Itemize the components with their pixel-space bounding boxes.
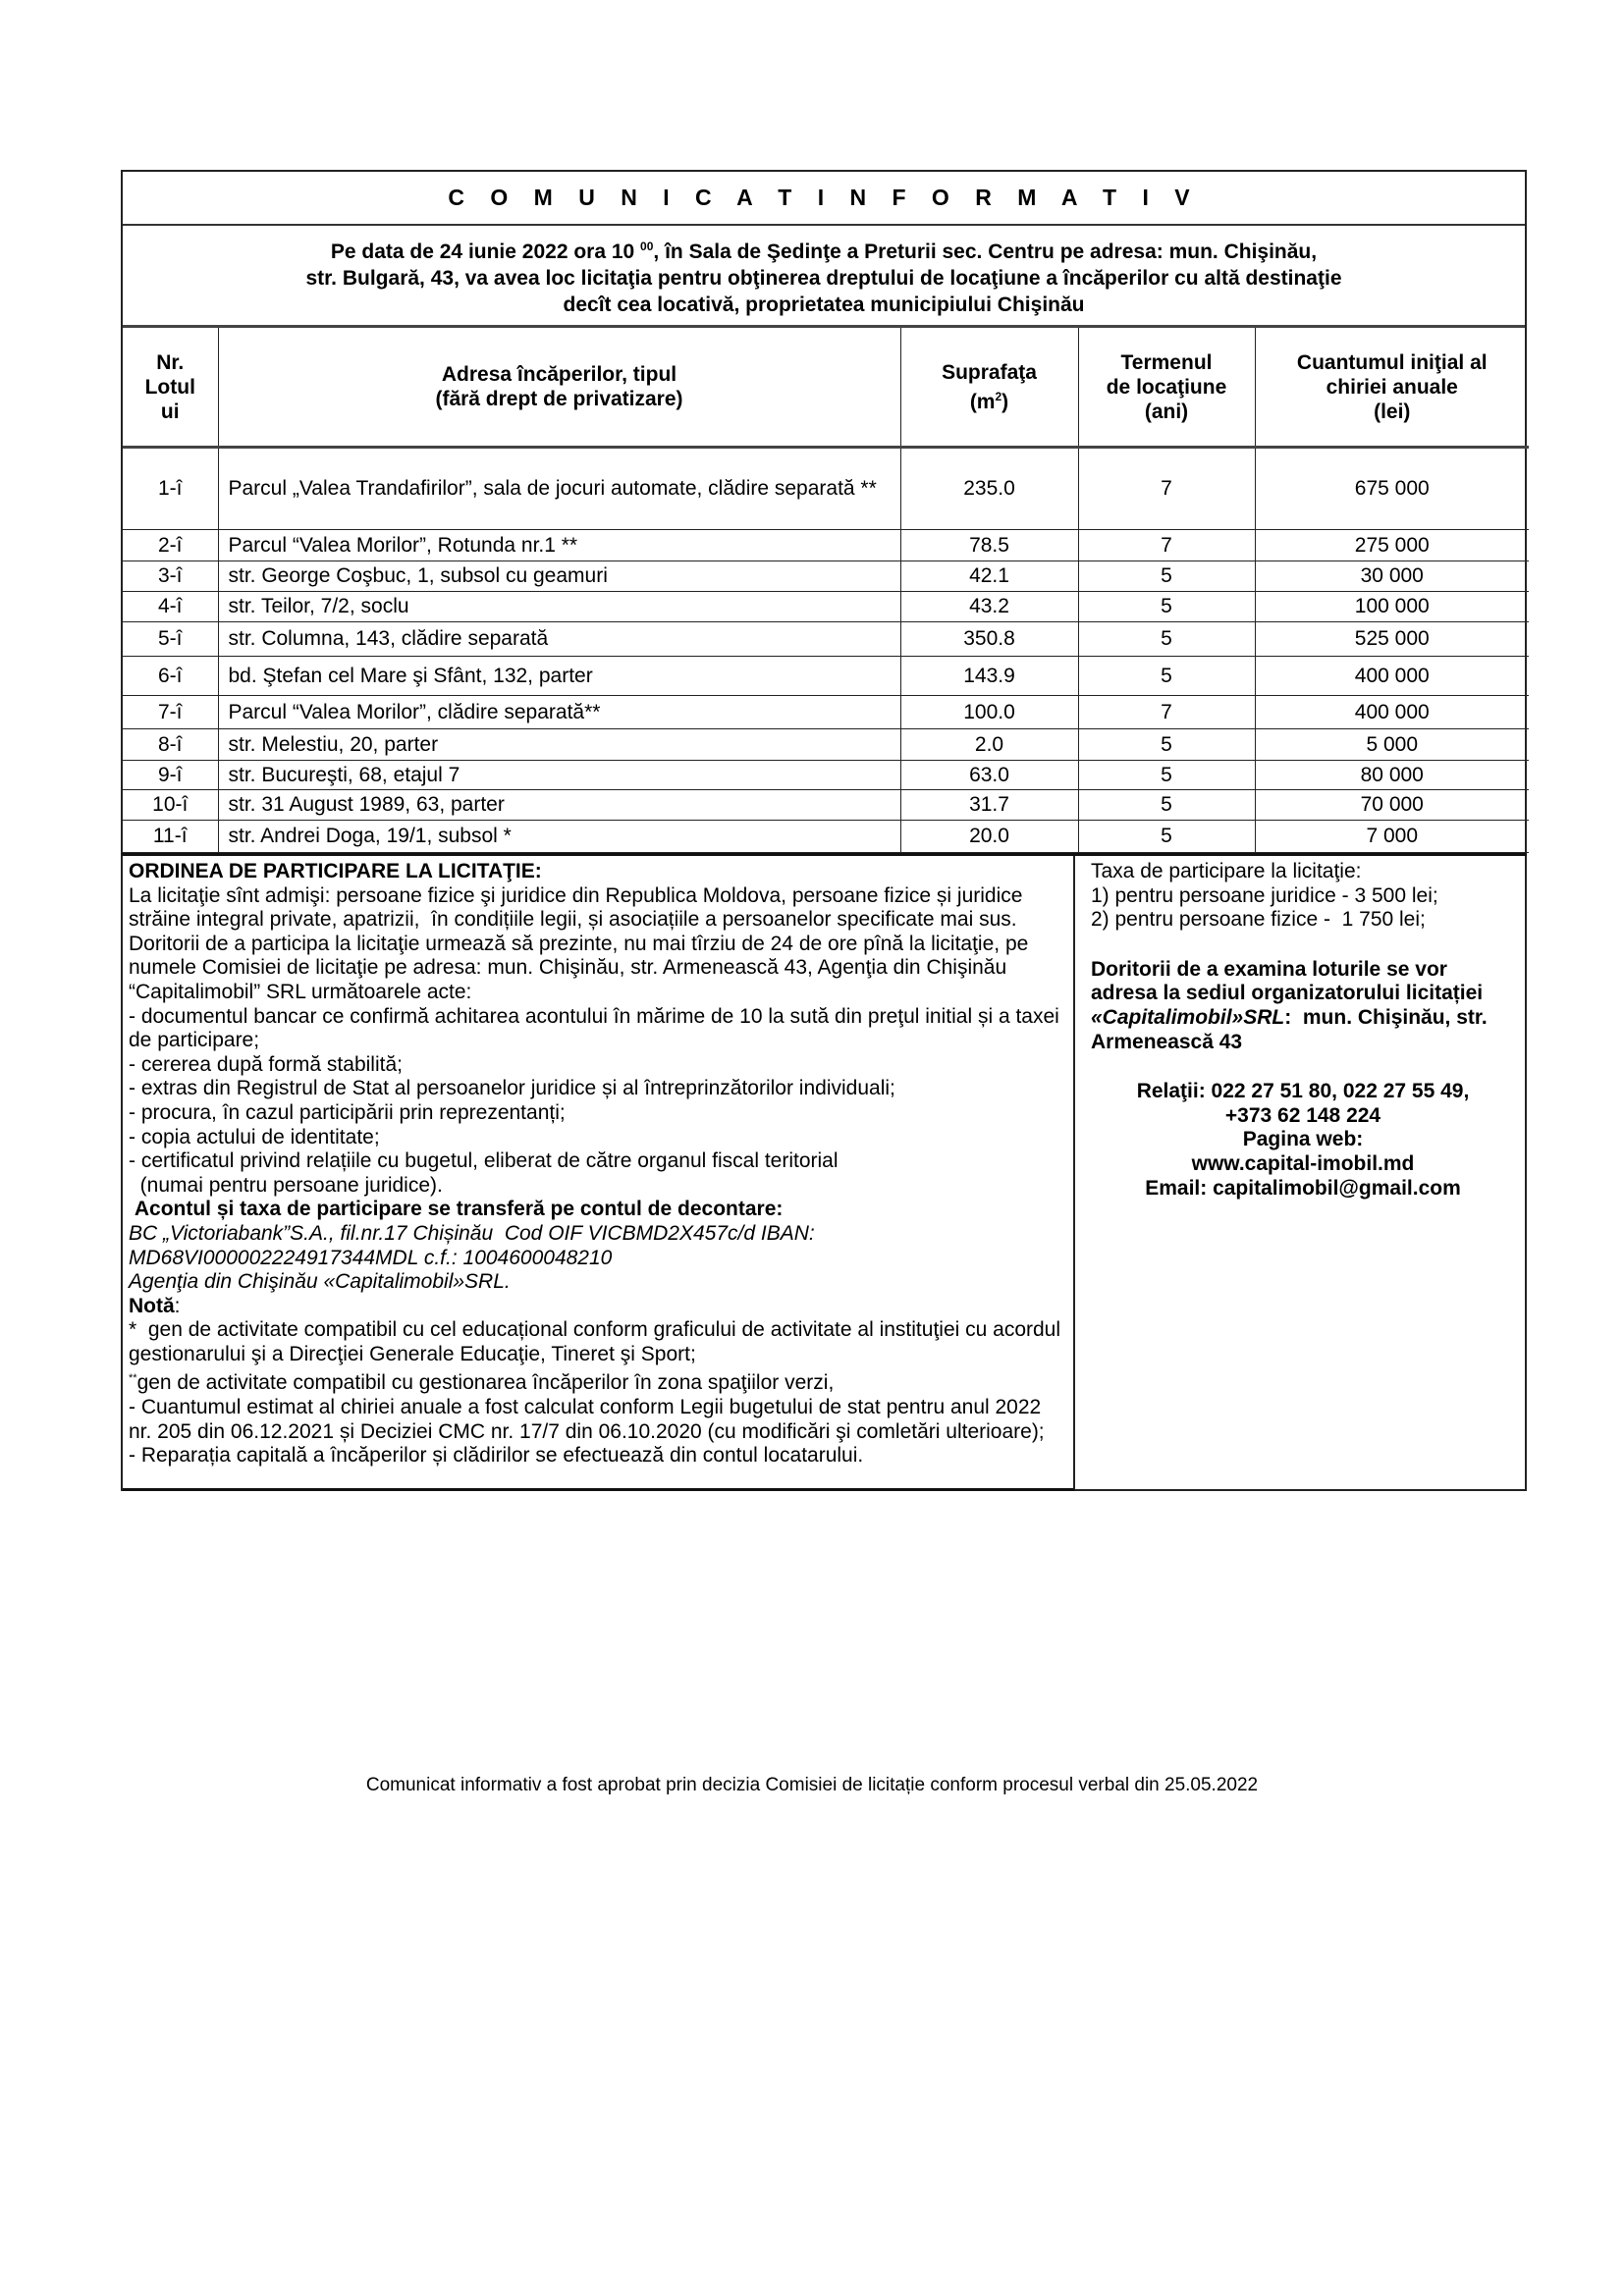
lot-area: 350.8 bbox=[900, 622, 1078, 657]
web-label: Pagina web: bbox=[1242, 1128, 1364, 1151]
lot-area: 20.0 bbox=[900, 821, 1078, 853]
bank-details-line3: Agenţia din Chişinău «Capitalimobil»SRL. bbox=[129, 1270, 511, 1294]
table-header-row bbox=[123, 328, 1529, 448]
desc-line3: decît cea locativă, proprietatea municipiului Chişinău bbox=[563, 293, 1085, 316]
lot-area: 143.9 bbox=[900, 657, 1078, 696]
lot-term: 7 bbox=[1078, 448, 1255, 530]
lot-address: Parcul „Valea Trandafirilor”, sala de jocuri automate, clădire separată ** bbox=[218, 448, 900, 530]
lot-address: str. Columna, 143, clădire separată bbox=[218, 622, 900, 657]
lot-rent: 400 000 bbox=[1255, 696, 1529, 729]
document-title: C O M U N I C A T I N F O R M A T I V bbox=[448, 185, 1200, 210]
fees-and-contacts bbox=[1075, 856, 1527, 1491]
table-row bbox=[123, 622, 1529, 657]
table-row bbox=[123, 657, 1529, 696]
lot-term: 7 bbox=[1078, 696, 1255, 729]
contact-phones: Relaţii: 022 27 51 80, 022 27 55 49, bbox=[1136, 1080, 1470, 1103]
lot-area: 2.0 bbox=[900, 729, 1078, 761]
lot-area: 43.2 bbox=[900, 592, 1078, 622]
col-header-address: Adresa încăperilor, tipul (fără drept de privatizare) bbox=[218, 328, 900, 448]
document-item: - procura, în cazul participării prin reprezentanți; bbox=[129, 1100, 566, 1124]
lot-address: str. Andrei Doga, 19/1, subsol * bbox=[218, 821, 900, 853]
bank-details-line2: MD68VI000002224917344MDL c.f.: 1004600048210 bbox=[129, 1246, 613, 1269]
lot-area: 100.0 bbox=[900, 696, 1078, 729]
lots-table bbox=[123, 328, 1529, 853]
document-item: - cererea după formă stabilită; bbox=[129, 1052, 403, 1076]
note-item: - Cuantumul estimat al chiriei anuale a fost calculat conform Legii bugetului de stat pentru anul 2022 nr. 205 din 06.12.2021 și Deciziei CMC nr. 17/7 din 06.10.2020 (cu modificări şi comletări ulterioare); bbox=[129, 1396, 1048, 1443]
approval-footer: Comunicat informativ a fost aprobat prin decizia Comisiei de licitație conform procesul verbal din 25.05.2022 bbox=[365, 1775, 1259, 1795]
documents-intro: Doritorii de a participa la licitaţie urmează să prezinte, nu mai tîrziu de 24 de ore pînă la licitaţie, pe numele Comisiei de licitaţie pe adresa: mun. Chişinău, str. Armenească 43, Agenţia din Chişinău “Capitalimobil” SRL următoarele acte: bbox=[129, 932, 1035, 1003]
lot-term: 5 bbox=[1078, 729, 1255, 761]
lot-rent: 80 000 bbox=[1255, 761, 1529, 790]
transfer-heading: Acontul și taxa de participare se transferă pe contul de decontare: bbox=[129, 1198, 784, 1221]
lot-number: 7-î bbox=[123, 696, 218, 729]
lot-area: 78.5 bbox=[900, 530, 1078, 561]
note-heading: Notă: bbox=[129, 1294, 181, 1317]
fees-heading: Taxa de participare la licitaţie: bbox=[1091, 860, 1362, 882]
lot-number: 5-î bbox=[123, 622, 218, 657]
email-link[interactable]: Email: capitalimobil@gmail.com bbox=[1145, 1176, 1461, 1200]
lot-term: 5 bbox=[1078, 622, 1255, 657]
lot-address: str. George Coşbuc, 1, subsol cu geamuri bbox=[218, 561, 900, 592]
fee-individuals: 2) pentru persoane fizice - 1 750 lei; bbox=[1091, 908, 1426, 932]
table-row bbox=[123, 592, 1529, 622]
table-row bbox=[123, 790, 1529, 821]
note-item: - Reparația capitală a încăperilor și clădirilor se efectuează din contul locatarului. bbox=[129, 1444, 864, 1468]
lot-rent: 7 000 bbox=[1255, 821, 1529, 853]
lot-number: 3-î bbox=[123, 561, 218, 592]
desc-line1: Pe data de 24 iunie 2022 ora 10 $^{00}$, în Sala de Şedinţe a Preturii sec. Centru pe adresa: mun. Chişinău, bbox=[330, 239, 1318, 263]
document-item: - extras din Registrul de Stat al persoanelor juridice și al întreprinzătorilor individuali; bbox=[129, 1077, 895, 1100]
lot-number: 10-î bbox=[123, 790, 218, 821]
lot-number: 4-î bbox=[123, 592, 218, 622]
lot-rent: 30 000 bbox=[1255, 561, 1529, 592]
lot-address: str. Teilor, 7/2, soclu bbox=[218, 592, 900, 622]
bank-details-line1: BC „Victoriabank”S.A., fil.nr.17 Chișinău Cod OIF VICBMD2X457c/d IBAN: bbox=[129, 1221, 815, 1245]
note-item: * gen de activitate compatibil cu cel educațional conform graficului de activitate al instituţiei cu acordul gestionarului şi a Direcţiei Generale Educaţie, Tineret şi Sport; bbox=[129, 1318, 1066, 1365]
announcement-document bbox=[121, 170, 1527, 1491]
lot-term: 5 bbox=[1078, 761, 1255, 790]
examine-lots-info: Doritorii de a examina loturile se vor adresa la sediul organizatorului licitației «Capitalimobil»SRL: mun. Chişinău, str. Armenească 43 bbox=[1091, 957, 1492, 1053]
document-item: (numai pentru persoane juridice). bbox=[129, 1173, 443, 1197]
document-item: - documentul bancar ce confirmă achitarea acontului în mărime de 10 la sută din preţul initial și a taxei de participare; bbox=[129, 1004, 1065, 1052]
document-item: - copia actului de identitate; bbox=[129, 1125, 380, 1148]
fee-legal-entities: 1) pentru persoane juridice - 3 500 lei; bbox=[1091, 883, 1438, 907]
note-item: **gen de activitate compatibil cu gestionarea încăperilor în zona spaţiilor verzi, bbox=[129, 1371, 835, 1395]
announcement-frame bbox=[121, 170, 1527, 853]
lot-address: Parcul “Valea Morilor”, Rotunda nr.1 ** bbox=[218, 530, 900, 561]
lot-number: 11-î bbox=[123, 821, 218, 853]
table-row bbox=[123, 696, 1529, 729]
table-row bbox=[123, 448, 1529, 530]
title-row bbox=[123, 172, 1525, 226]
lot-term: 5 bbox=[1078, 790, 1255, 821]
admitted-participants: La licitaţie sînt admişi: persoane fizice şi juridice din Republica Moldova, persoane fizice și juridice străine integral private, apatrizii, în condițiile legii, și asociațiile a persoanelor specificate mai sus. bbox=[129, 883, 1029, 932]
col-header-lease-term: Termenul de locaţiune (ani) bbox=[1078, 328, 1255, 448]
lot-rent: 5 000 bbox=[1255, 729, 1529, 761]
lot-rent: 70 000 bbox=[1255, 790, 1529, 821]
table-row bbox=[123, 821, 1529, 853]
col-header-area: Suprafaţa $(m^2)$ bbox=[900, 328, 1078, 448]
table-row bbox=[123, 729, 1529, 761]
lot-term: 5 bbox=[1078, 592, 1255, 622]
lot-number: 1-î bbox=[123, 448, 218, 530]
participation-rules bbox=[123, 856, 1075, 1491]
document-item: - certificatul privind relațiile cu bugetul, eliberat de către organul fiscal teritorial bbox=[129, 1149, 839, 1173]
lot-rent: 400 000 bbox=[1255, 657, 1529, 696]
lot-term: 7 bbox=[1078, 530, 1255, 561]
lot-number: 8-î bbox=[123, 729, 218, 761]
col-header-initial-rent: Cuantumul iniţial al chiriei anuale (lei) bbox=[1255, 328, 1529, 448]
lot-rent: 675 000 bbox=[1255, 448, 1529, 530]
lot-term: 5 bbox=[1078, 657, 1255, 696]
lot-number: 9-î bbox=[123, 761, 218, 790]
desc-line2: str. Bulgară, 43, va avea loc licitaţia pentru obţinerea dreptului de locaţiune a încăperilor cu altă destinaţie bbox=[305, 266, 1342, 290]
lot-address: str. Bucureşti, 68, etajul 7 bbox=[218, 761, 900, 790]
lot-address: str. Melestiu, 20, parter bbox=[218, 729, 900, 761]
auction-description bbox=[123, 226, 1525, 328]
lot-address: bd. Ştefan cel Mare şi Sfânt, 132, parter bbox=[218, 657, 900, 696]
lot-area: 235.0 bbox=[900, 448, 1078, 530]
lot-address: str. 31 August 1989, 63, parter bbox=[218, 790, 900, 821]
lot-area: 63.0 bbox=[900, 761, 1078, 790]
lot-term: 5 bbox=[1078, 821, 1255, 853]
col-header-lot-number: Nr. Lotul ui bbox=[123, 328, 218, 448]
lot-rent: 525 000 bbox=[1255, 622, 1529, 657]
table-row bbox=[123, 561, 1529, 592]
lot-number: 6-î bbox=[123, 657, 218, 696]
lot-rent: 100 000 bbox=[1255, 592, 1529, 622]
lot-area: 42.1 bbox=[900, 561, 1078, 592]
table-row bbox=[123, 530, 1529, 561]
lot-rent: 275 000 bbox=[1255, 530, 1529, 561]
website-link[interactable]: www.capital-imobil.md bbox=[1191, 1151, 1415, 1175]
lot-area: 31.7 bbox=[900, 790, 1078, 821]
lot-term: 5 bbox=[1078, 561, 1255, 592]
lot-address: Parcul “Valea Morilor”, clădire separată** bbox=[218, 696, 900, 729]
table-row bbox=[123, 761, 1529, 790]
conditions-section bbox=[121, 853, 1527, 1491]
lot-number: 2-î bbox=[123, 530, 218, 561]
contact-mobile: +373 62 148 224 bbox=[1224, 1103, 1381, 1127]
participation-heading: ORDINEA DE PARTICIPARE LA LICITAŢIE: bbox=[129, 860, 542, 882]
